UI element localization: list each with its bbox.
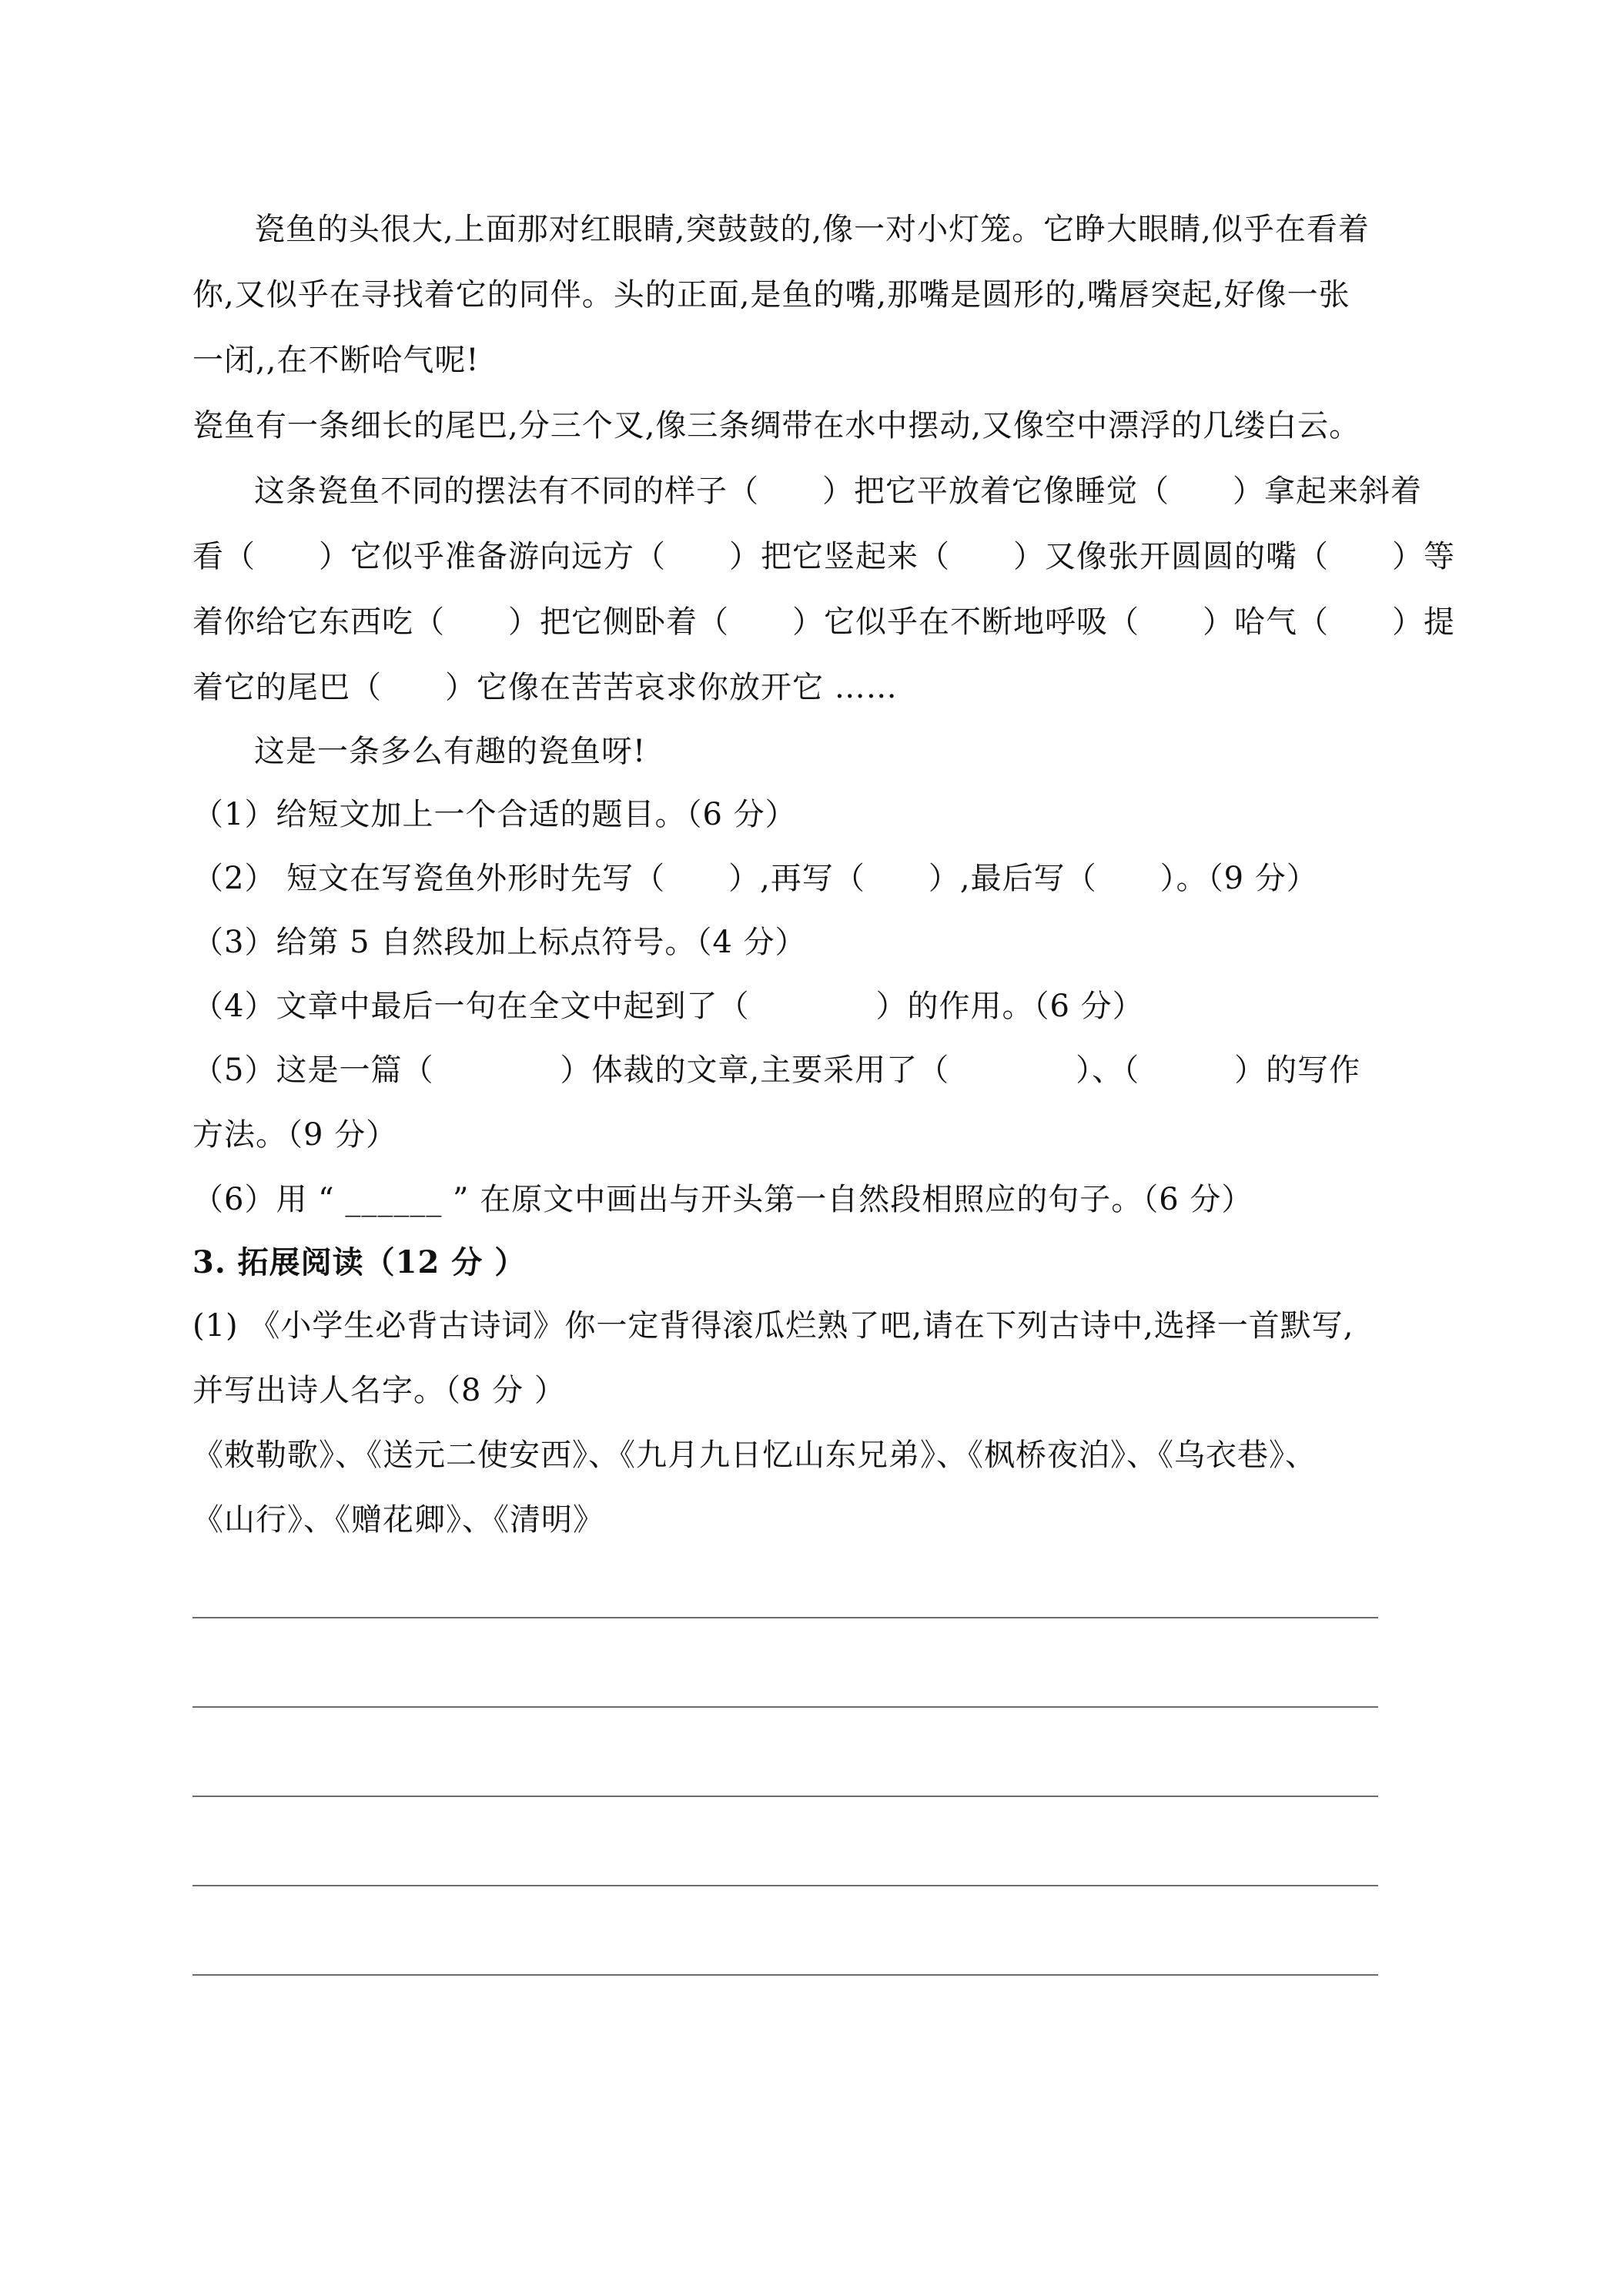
question-6: （6）用 “ ______ ” 在原文中画出与开头第一自然段相照应的句子。（6 分）: [192, 1182, 1253, 1217]
question-3: （3）给第 5 自然段加上标点符号。（4 分）: [192, 925, 807, 960]
question-4: （4）文章中最后一句在全文中起到了（ ）的作用。（6 分）: [192, 989, 1144, 1024]
passage-p3-line2: 看（ ）它似乎准备游向远方（ ）把它竖起来（ ）又像张开圆圆的嘴（ ）等: [192, 539, 1455, 574]
passage-p2-line1: 瓷鱼有一条细长的尾巴,分三个叉,像三条绸带在水中摆动,又像空中漂浮的几缕白云。: [192, 408, 1361, 443]
section-3-heading: 3. 拓展阅读（12 分 ）: [192, 1244, 527, 1280]
passage-p1-line3: 一闭,,在不断哈气呢!: [192, 343, 480, 378]
section-3-item1-line2: 并写出诗人名字。（8 分 ）: [192, 1373, 566, 1408]
passage-p1-line2: 你,又似乎在寻找着它的同伴。头的正面,是鱼的嘴,那嘴是圆形的,嘴唇突起,好像一张: [192, 277, 1350, 313]
answer-line-2[interactable]: [192, 1706, 1378, 1708]
section-3-item1-line1: (1) 《小学生必背古诗词》你一定背得滚瓜烂熟了吧,请在下列古诗中,选择一首默写,: [192, 1308, 1354, 1344]
question-2: （2） 短文在写瓷鱼外形时先写（ ）,再写（ ）,最后写（ ）。（9 分）: [192, 861, 1318, 896]
question-5-line1: （5）这是一篇（ ）体裁的文章,主要采用了（ ）、（ ）的写作: [192, 1053, 1361, 1088]
passage-p1-line1: 瓷鱼的头很大,上面那对红眼睛,突鼓鼓的,像一对小灯笼。它睁大眼睛,似乎在看着: [254, 212, 1370, 247]
poem-list-line1: 《敕勒歌》、《送元二使安西》、《九月九日忆山东兄弟》、《枫桥夜泊》、《乌衣巷》、: [192, 1438, 1317, 1473]
question-5-line2: 方法。（9 分）: [192, 1117, 398, 1153]
answer-line-5[interactable]: [192, 1974, 1378, 1976]
passage-p3-line1: 这条瓷鱼不同的摆法有不同的样子（ ）把它平放着它像睡觉（ ）拿起来斜着: [254, 474, 1422, 509]
passage-p3-line3: 着你给它东西吃（ ）把它侧卧着（ ）它似乎在不断地呼吸（ ）哈气（ ）提: [192, 604, 1455, 640]
passage-p4-line1: 这是一条多么有趣的瓷鱼呀!: [254, 734, 647, 769]
question-1: （1）给短文加上一个合适的题目。（6 分）: [192, 797, 797, 832]
answer-line-3[interactable]: [192, 1796, 1378, 1797]
passage-p3-line4: 着它的尾巴（ ）它像在苦苦哀求你放开它 ……: [192, 670, 898, 705]
poem-list-line2: 《山行》、《赠花卿》、《清明》: [192, 1502, 604, 1538]
answer-line-4[interactable]: [192, 1885, 1378, 1886]
answer-line-1[interactable]: [192, 1617, 1378, 1618]
